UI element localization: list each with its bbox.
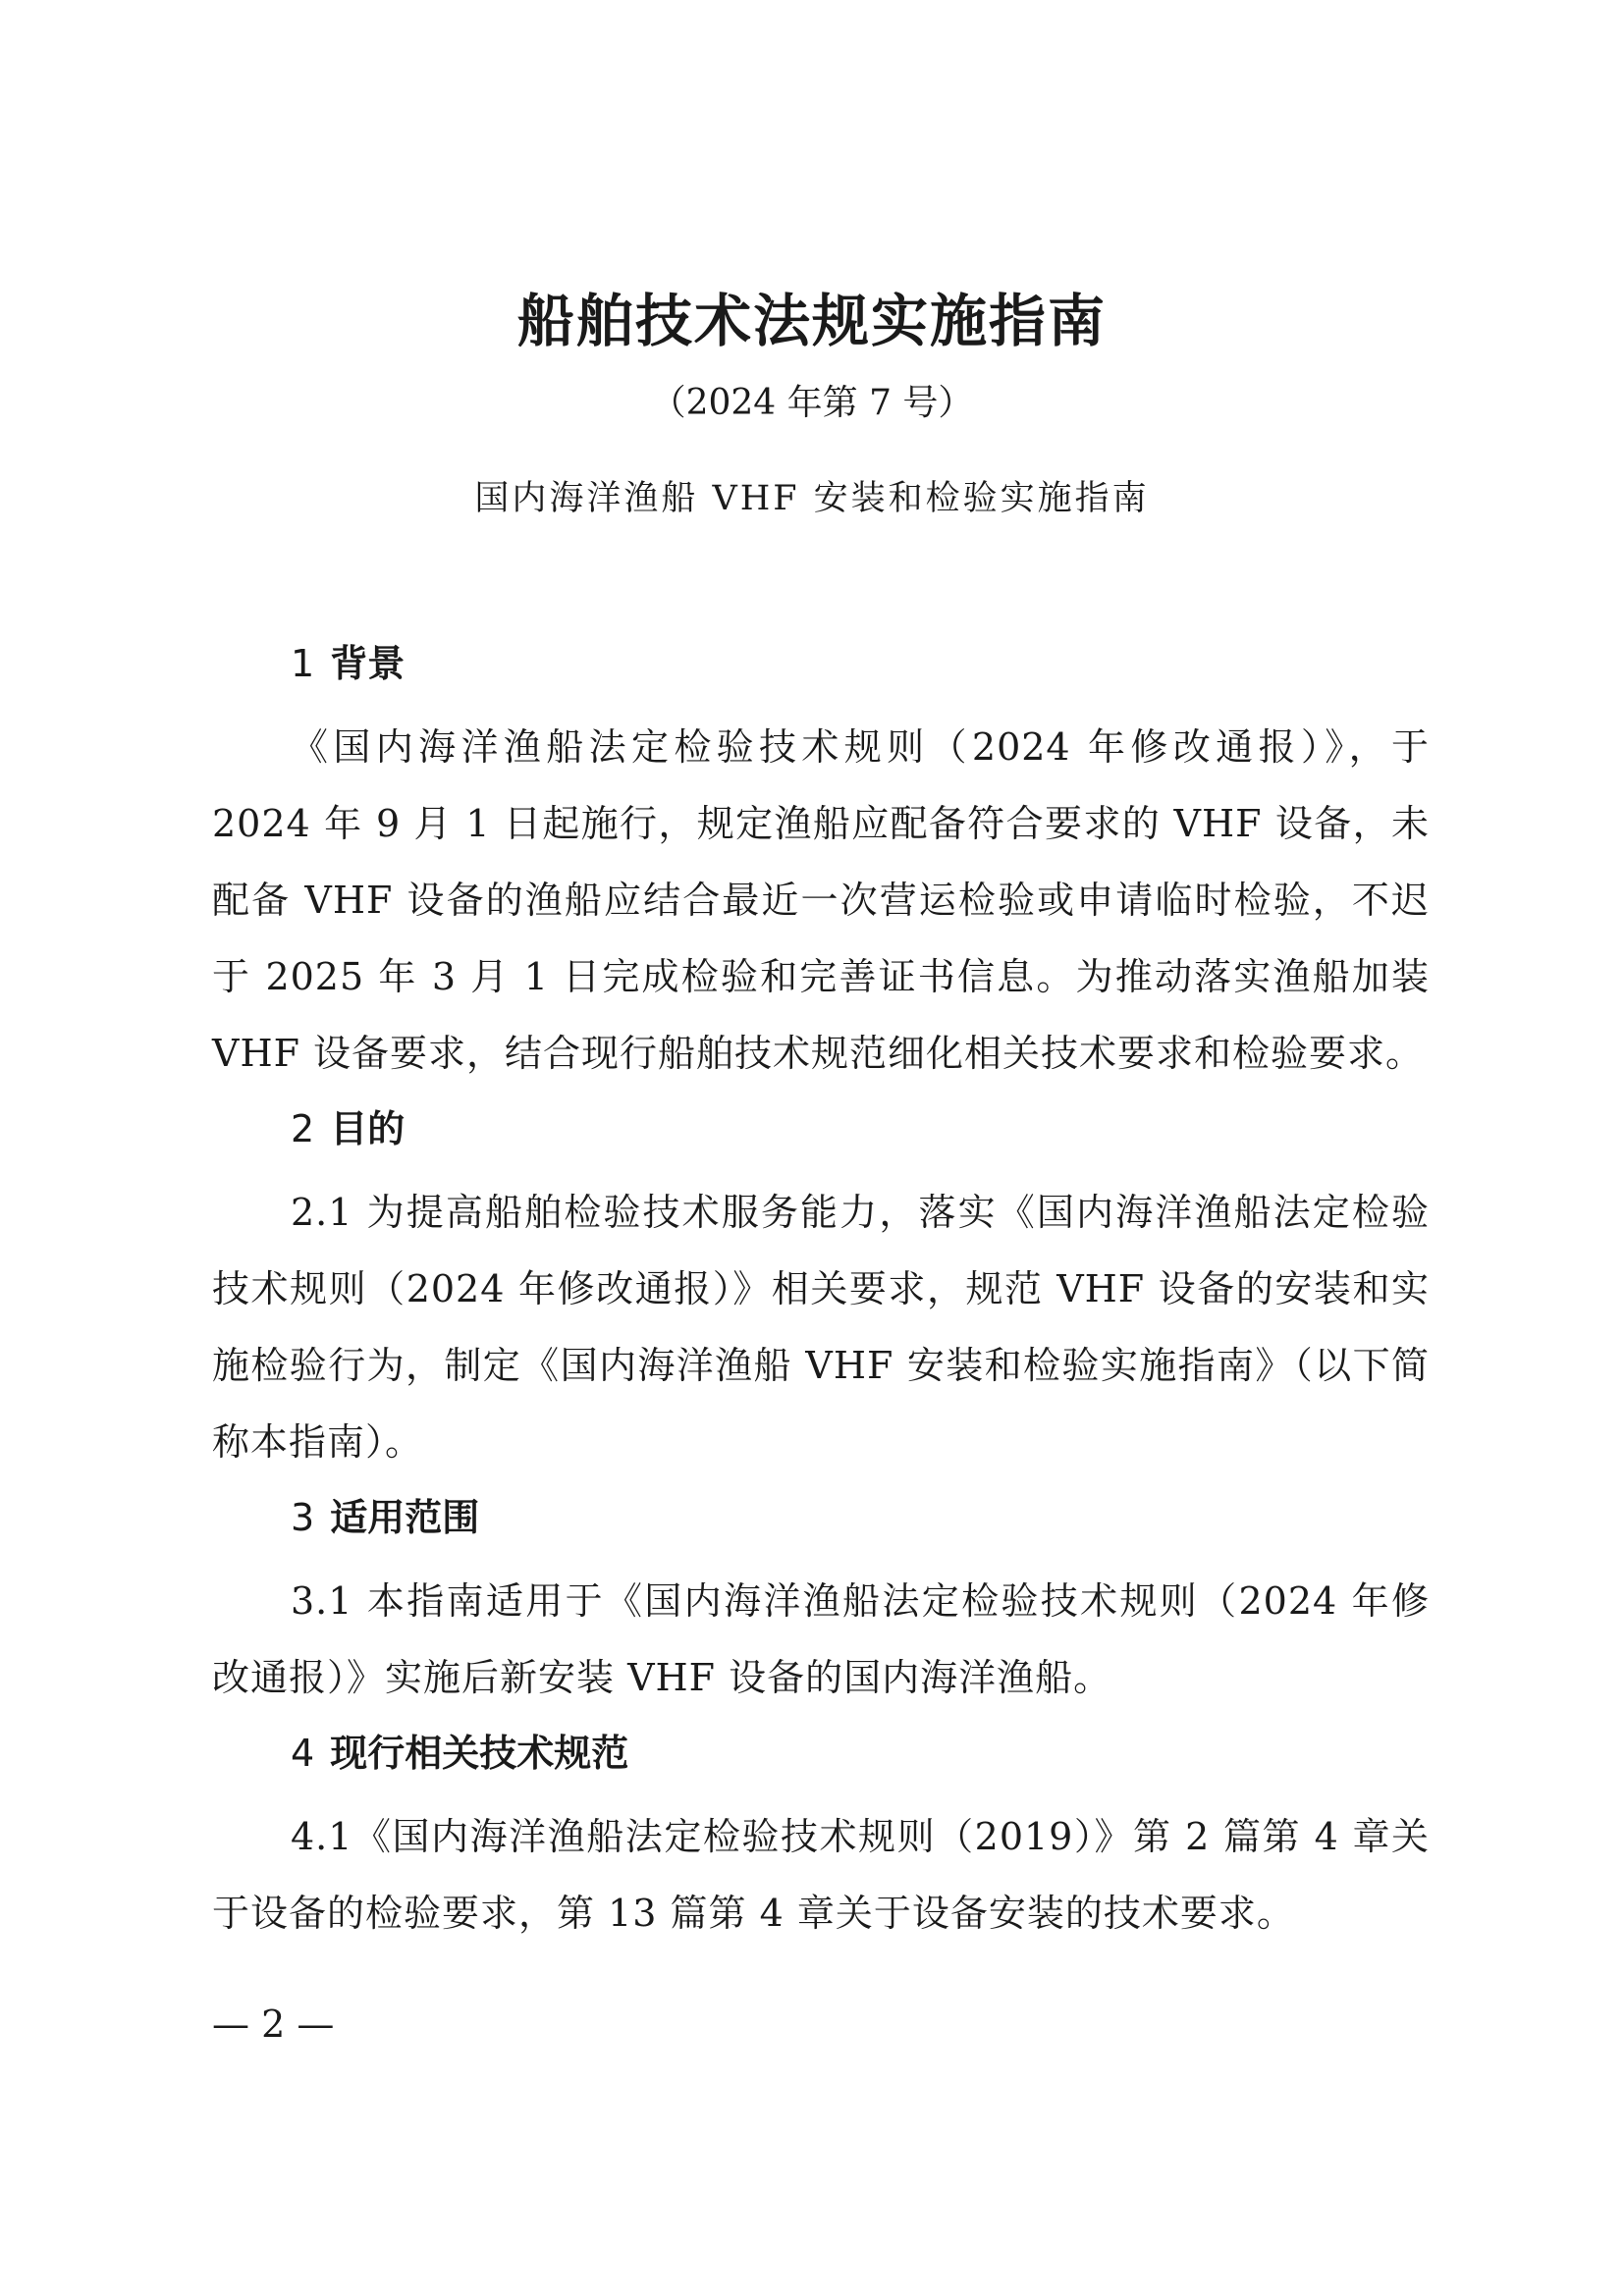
paragraph-background: 《国内海洋渔船法定检验技术规则（2024 年修改通报）》，于 2024 年 9 月 1 日起施行，规定渔船应配备符合要求的 VHF 设备，未配备 VHF 设备的渔船应结合最近一次营运检验或申请临时检验，不迟于 2025 年 3 月 1 日完成检验和完善证书信息。为推动落实渔船加装 VHF 设备要求，结合现行船舶技术规范细化相关技术要求和检验要求。 — [212, 725, 1430, 1075]
section-number: 1 — [291, 642, 315, 685]
guide-name: 国内海洋渔船 VHF 安装和检验实施指南 — [474, 479, 1150, 518]
section-heading-standards — [291, 1726, 1430, 1781]
paragraph-scope: 3.1 本指南适用于《国内海洋渔船法定检验技术规则（2024 年修改通报）》实施后新安装 VHF 设备的国内海洋渔船。 — [212, 1579, 1430, 1699]
section-title: 目的 — [330, 1107, 406, 1150]
section-title: 现行相关技术规范 — [330, 1732, 629, 1775]
issue-number: （2024 年第 7 号） — [650, 383, 974, 423]
section-number: 4 — [291, 1732, 315, 1775]
section-title: 适用范围 — [330, 1496, 480, 1539]
section-title: 背景 — [330, 642, 406, 685]
page-number: — 2 — — [212, 2002, 335, 2046]
document-body — [212, 636, 1430, 1961]
section-heading-background — [291, 636, 1430, 691]
document-title: 船舶技术法规实施指南 — [516, 288, 1107, 354]
section-number: 3 — [291, 1496, 315, 1539]
section-heading-scope — [291, 1490, 1430, 1545]
section-heading-purpose — [291, 1101, 1430, 1156]
paragraph-standards: 4.1《国内海洋渔船法定检验技术规则（2019）》第 2 篇第 4 章关于设备的检验要求，第 13 篇第 4 章关于设备安装的技术要求。 — [212, 1815, 1430, 1935]
paragraph-purpose: 2.1 为提高船舶检验技术服务能力，落实《国内海洋渔船法定检验技术规则（2024 年修改通报）》相关要求，规范 VHF 设备的安装和实施检验行为，制定《国内海洋渔船 VHF 安装和检验实施指南》（以下简称本指南）。 — [212, 1191, 1430, 1464]
section-number: 2 — [291, 1107, 315, 1150]
